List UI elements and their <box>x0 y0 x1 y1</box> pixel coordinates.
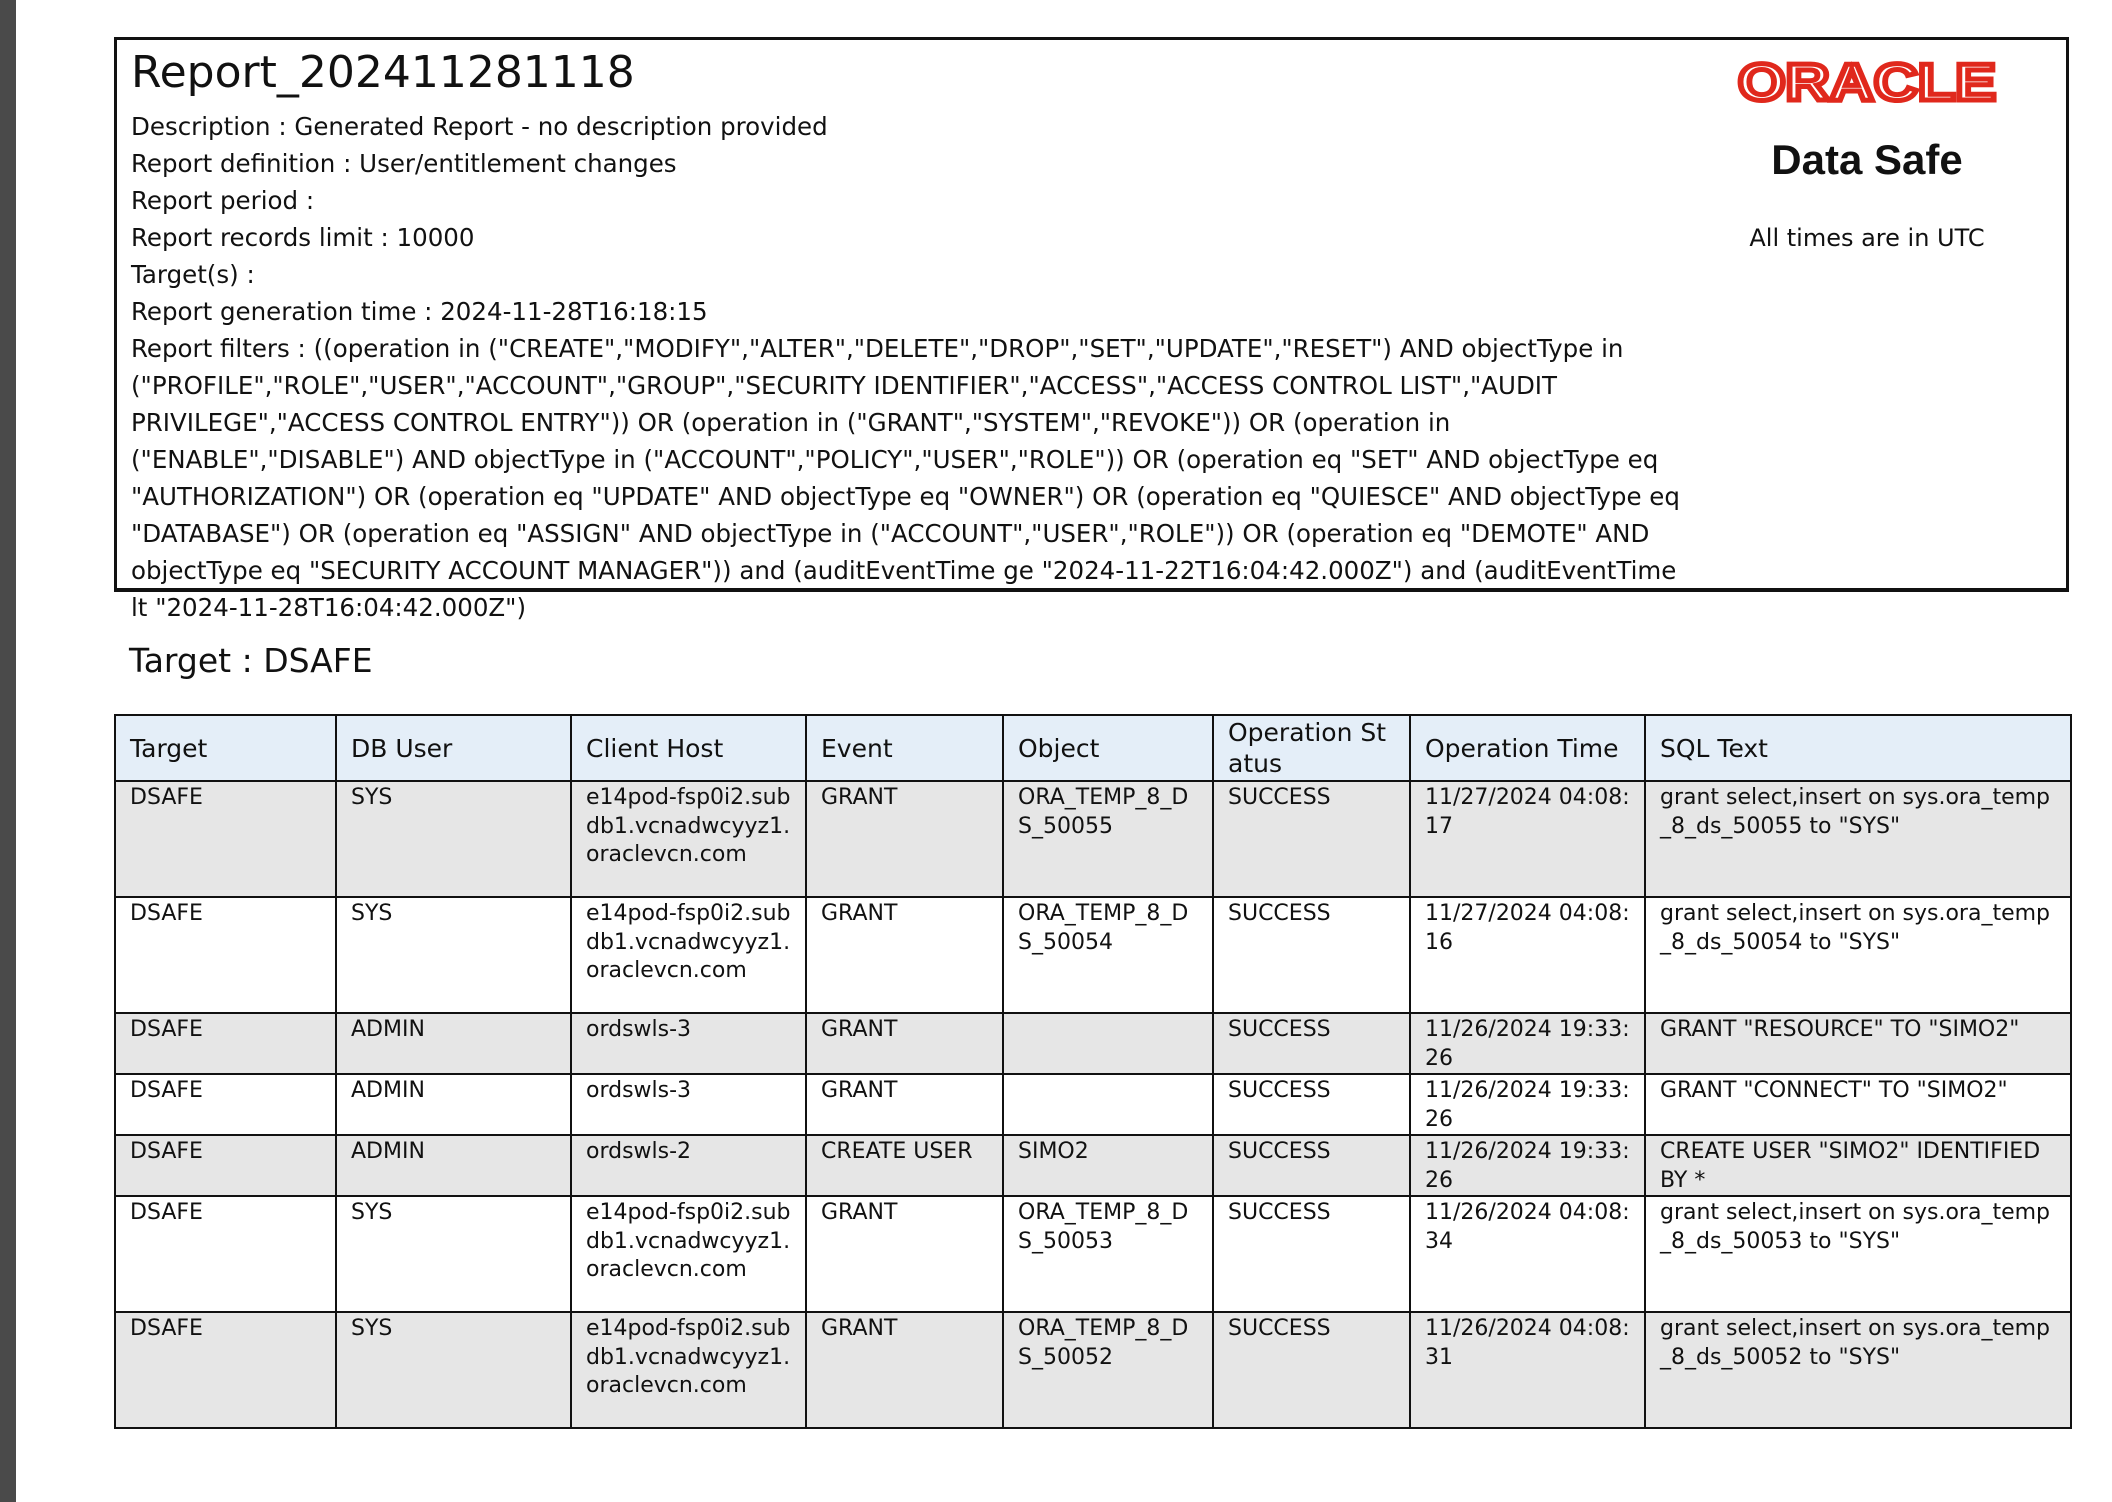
table-row <box>115 1074 2071 1135</box>
cell-sql-text: grant select,insert on sys.ora_temp_8_ds_50053 to "SYS" <box>1645 1196 2071 1312</box>
cell-object: ORA_TEMP_8_DS_50055 <box>1003 781 1213 897</box>
report-generation-time: Report generation time : 2024-11-28T16:18:15 <box>131 297 708 326</box>
cell-sql-text: grant select,insert on sys.ora_temp_8_ds_50054 to "SYS" <box>1645 897 2071 1013</box>
cell-db-user: SYS <box>336 1312 571 1428</box>
report-title: Report_202411281118 <box>131 47 635 98</box>
cell-client-host: ordswls-2 <box>571 1135 806 1196</box>
cell-event: GRANT <box>806 781 1003 897</box>
cell-event: GRANT <box>806 1074 1003 1135</box>
cell-db-user: SYS <box>336 897 571 1013</box>
cell-time: 11/26/2024 19:33:26 <box>1410 1074 1645 1135</box>
cell-object: ORA_TEMP_8_DS_50053 <box>1003 1196 1213 1312</box>
cell-event: GRANT <box>806 1312 1003 1428</box>
cell-time: 11/27/2024 04:08:17 <box>1410 781 1645 897</box>
viewer-left-edge <box>0 0 16 1502</box>
table-row <box>115 1135 2071 1196</box>
cell-client-host: ordswls-3 <box>571 1074 806 1135</box>
report-metadata <box>131 108 1691 626</box>
column-header-target: Target <box>115 715 336 781</box>
cell-time: 11/26/2024 19:33:26 <box>1410 1135 1645 1196</box>
product-name: Data Safe <box>1771 136 1963 183</box>
cell-sql-text: grant select,insert on sys.ora_temp_8_ds_50055 to "SYS" <box>1645 781 2071 897</box>
timezone-note: All times are in UTC <box>1749 224 1985 252</box>
cell-client-host: e14pod-fsp0i2.subdb1.vcnadwcyyz1.oraclevcn.com <box>571 1196 806 1312</box>
cell-status: SUCCESS <box>1213 1196 1410 1312</box>
cell-sql-text: grant select,insert on sys.ora_temp_8_ds_50052 to "SYS" <box>1645 1312 2071 1428</box>
cell-status: SUCCESS <box>1213 897 1410 1013</box>
table-row <box>115 1196 2071 1312</box>
cell-sql-text: GRANT "RESOURCE" TO "SIMO2" <box>1645 1013 2071 1074</box>
cell-object: ORA_TEMP_8_DS_50054 <box>1003 897 1213 1013</box>
cell-db-user: SYS <box>336 781 571 897</box>
cell-event: GRANT <box>806 1196 1003 1312</box>
cell-object: ORA_TEMP_8_DS_50052 <box>1003 1312 1213 1428</box>
cell-db-user: SYS <box>336 1196 571 1312</box>
table-row <box>115 1312 2071 1428</box>
cell-target: DSAFE <box>115 1135 336 1196</box>
cell-target: DSAFE <box>115 897 336 1013</box>
cell-event: GRANT <box>806 897 1003 1013</box>
cell-status: SUCCESS <box>1213 1013 1410 1074</box>
column-header-db-user: DB User <box>336 715 571 781</box>
cell-target: DSAFE <box>115 1074 336 1135</box>
svg-text:ORACLE: ORACLE <box>1738 54 1996 108</box>
cell-time: 11/26/2024 04:08:34 <box>1410 1196 1645 1312</box>
cell-db-user: ADMIN <box>336 1074 571 1135</box>
cell-time: 11/27/2024 04:08:16 <box>1410 897 1645 1013</box>
cell-client-host: e14pod-fsp0i2.subdb1.vcnadwcyyz1.oraclevcn.com <box>571 1312 806 1428</box>
cell-sql-text: GRANT "CONNECT" TO "SIMO2" <box>1645 1074 2071 1135</box>
report-definition: Report definition : User/entitlement changes <box>131 149 677 178</box>
cell-time: 11/26/2024 04:08:31 <box>1410 1312 1645 1428</box>
cell-client-host: ordswls-3 <box>571 1013 806 1074</box>
cell-status: SUCCESS <box>1213 781 1410 897</box>
report-description: Description : Generated Report - no description provided <box>131 112 828 141</box>
cell-status: SUCCESS <box>1213 1135 1410 1196</box>
report-page <box>16 0 2112 1502</box>
cell-target: DSAFE <box>115 781 336 897</box>
column-header-sql-text: SQL Text <box>1645 715 2071 781</box>
cell-event: CREATE USER <box>806 1135 1003 1196</box>
column-header-object: Object <box>1003 715 1213 781</box>
column-header-event: Event <box>806 715 1003 781</box>
cell-target: DSAFE <box>115 1312 336 1428</box>
cell-object <box>1003 1074 1213 1135</box>
table-row <box>115 1013 2071 1074</box>
cell-object: SIMO2 <box>1003 1135 1213 1196</box>
cell-status: SUCCESS <box>1213 1074 1410 1135</box>
column-header-operation-status: Operation Status <box>1213 715 1410 781</box>
column-header-client-host: Client Host <box>571 715 806 781</box>
target-heading: Target : DSAFE <box>129 641 373 680</box>
cell-time: 11/26/2024 19:33:26 <box>1410 1013 1645 1074</box>
events-table <box>114 714 2072 1429</box>
branding <box>1712 54 2042 284</box>
column-header-operation-time: Operation Time <box>1410 715 1645 781</box>
oracle-logo <box>1732 54 2002 108</box>
cell-target: DSAFE <box>115 1013 336 1074</box>
cell-target: DSAFE <box>115 1196 336 1312</box>
report-targets: Target(s) : <box>131 260 255 289</box>
cell-sql-text: CREATE USER "SIMO2" IDENTIFIED BY * <box>1645 1135 2071 1196</box>
cell-db-user: ADMIN <box>336 1013 571 1074</box>
report-header <box>114 37 2069 622</box>
cell-object <box>1003 1013 1213 1074</box>
report-period: Report period : <box>131 186 315 215</box>
table-header-row <box>115 715 2071 781</box>
cell-db-user: ADMIN <box>336 1135 571 1196</box>
cell-status: SUCCESS <box>1213 1312 1410 1428</box>
table-row <box>115 781 2071 897</box>
cell-client-host: e14pod-fsp0i2.subdb1.vcnadwcyyz1.oraclevcn.com <box>571 897 806 1013</box>
cell-client-host: e14pod-fsp0i2.subdb1.vcnadwcyyz1.oraclevcn.com <box>571 781 806 897</box>
cell-event: GRANT <box>806 1013 1003 1074</box>
report-filters: Report filters : ((operation in ("CREATE","MODIFY","ALTER","DELETE","DROP","SET","UPDATE","RESET") AND objectType in ("PROFILE","ROLE","USER","ACCOUNT","GROUP","SECURITY IDENTIFIER","ACCESS","ACCESS CONTROL LIST","AUDIT PRIVILEGE","ACCESS CONTROL ENTRY")) OR (operation in ("GRANT","SYSTEM","REVOKE")) OR (operation in ("ENABLE","DISABLE") AND objectType in ("ACCOUNT","POLICY","USER","ROLE")) OR (operation eq "SET" AND objectType eq "AUTHORIZATION") OR (operation eq "UPDATE" AND objectType eq "OWNER") OR (operation eq "QUIESCE" AND objectType eq "DATABASE") OR (operation eq "ASSIGN" AND objectType in ("ACCOUNT","USER","ROLE")) OR (operation eq "DEMOTE" AND objectType eq "SECURITY ACCOUNT MANAGER")) and (auditEventTime ge "2024-11-22T16:04:42.000Z") and (auditEventTime lt "2024-11-28T16:04:42.000Z") <box>131 334 1680 622</box>
report-records-limit: Report records limit : 10000 <box>131 223 475 252</box>
table-row <box>115 897 2071 1013</box>
